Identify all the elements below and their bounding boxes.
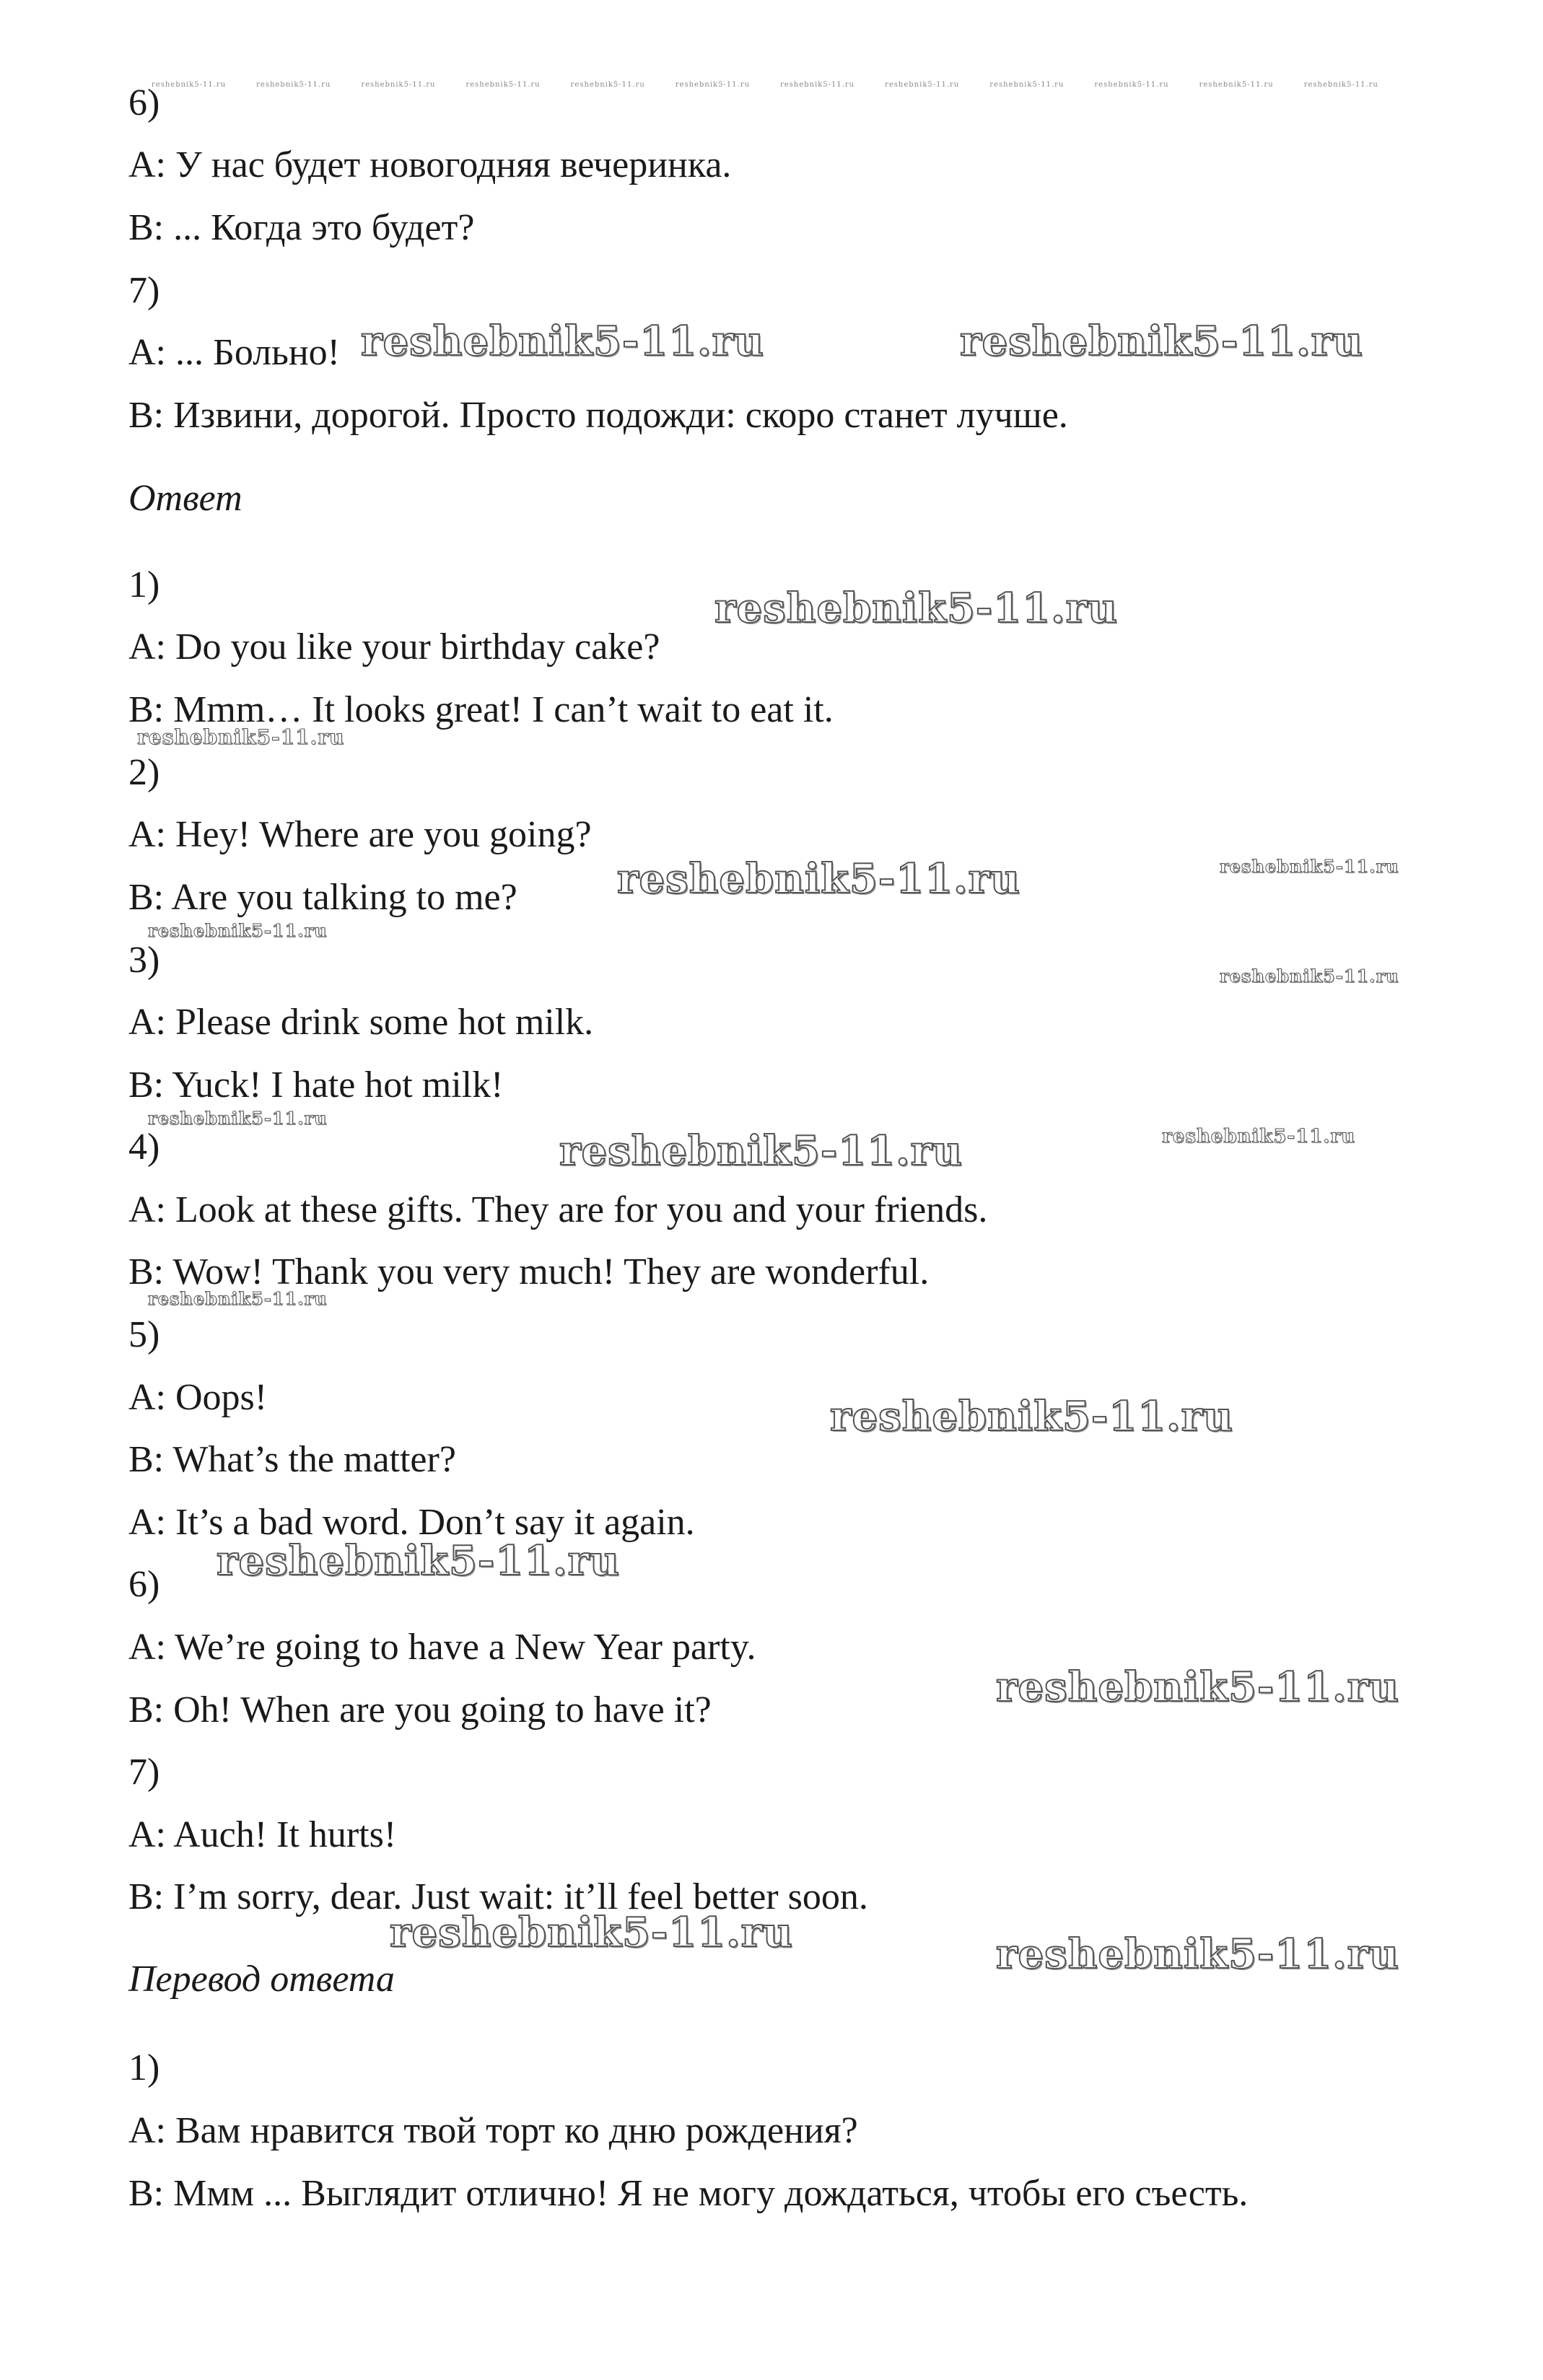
translation-heading: Перевод ответа — [128, 1959, 395, 2000]
item-number: 6) — [128, 1564, 160, 1605]
watermark: reshebnik5-11.ru — [148, 1108, 328, 1129]
watermark: reshebnik5-11.ru — [830, 1393, 1233, 1440]
item-number: 7) — [128, 1751, 160, 1793]
dialogue-line: B: Yuck! I hate hot milk! — [128, 1064, 504, 1106]
watermark: reshebnik5-11.ru — [148, 1288, 328, 1309]
dialogue-line: A: Look at these gifts. They are for you and your friends. — [128, 1189, 988, 1230]
watermark: reshebnik5-11.ru — [1094, 81, 1169, 89]
answer-heading: Ответ — [128, 478, 242, 519]
dialogue-line: B: Извини, дорогой. Просто подожди: скоро станет лучше. — [128, 395, 1068, 436]
dialogue-line: A: It’s a bad word. Don’t say it again. — [128, 1502, 695, 1543]
watermark: reshebnik5-11.ru — [217, 1537, 620, 1585]
dialogue-line: B: Wow! Thank you very much! They are wonderful. — [128, 1251, 930, 1292]
watermark: reshebnik5-11.ru — [989, 81, 1065, 89]
item-number: 7) — [128, 270, 160, 311]
item-number: 3) — [128, 940, 160, 981]
watermark: reshebnik5-11.ru — [1199, 81, 1274, 89]
watermark: reshebnik5-11.ru — [714, 585, 1118, 632]
dialogue-line: A: Oops! — [128, 1377, 268, 1418]
watermark: reshebnik5-11.ru — [361, 318, 764, 365]
dialogue-line: A: Hey! Where are you going? — [128, 814, 592, 855]
watermark: reshebnik5-11.ru — [559, 1127, 963, 1175]
dialogue-line: A: ... Больно! — [128, 332, 340, 373]
watermark: reshebnik5-11.ru — [390, 1909, 793, 1956]
dialogue-line: A: У нас будет новогодняя вечеринка. — [128, 144, 732, 185]
watermark: reshebnik5-11.ru — [148, 920, 328, 941]
dialogue-line: A: Please drink some hot milk. — [128, 1002, 594, 1043]
dialogue-line: B: What’s the matter? — [128, 1439, 456, 1480]
dialogue-line: B: Are you talking to me? — [128, 877, 517, 918]
watermark: reshebnik5-11.ru — [137, 725, 345, 749]
dialogue-line: A: Вам нравится твой торт ко дню рождения? — [128, 2110, 858, 2151]
dialogue-line: B: Mmm… It looks great! I can’t wait to eat it. — [128, 689, 834, 730]
dialogue-line: B: Oh! When are you going to have it? — [128, 1689, 712, 1731]
watermark: reshebnik5-11.ru — [675, 81, 750, 89]
watermark: reshebnik5-11.ru — [617, 855, 1020, 903]
item-number: 1) — [128, 564, 160, 605]
top-watermark-row — [152, 81, 1378, 89]
watermark: reshebnik5-11.ru — [779, 81, 855, 89]
item-number: 6) — [128, 82, 160, 123]
watermark: reshebnik5-11.ru — [152, 81, 227, 89]
dialogue-line: A: Do you like your birthday cake? — [128, 626, 660, 668]
item-number: 1) — [128, 2047, 160, 2088]
watermark: reshebnik5-11.ru — [1162, 1126, 1356, 1147]
watermark: reshebnik5-11.ru — [570, 81, 645, 89]
watermark: reshebnik5-11.ru — [885, 81, 960, 89]
item-number: 5) — [128, 1314, 160, 1355]
watermark: reshebnik5-11.ru — [996, 1930, 1399, 1978]
watermark: reshebnik5-11.ru — [1303, 81, 1378, 89]
watermark: reshebnik5-11.ru — [361, 81, 436, 89]
dialogue-line: B: I’m sorry, dear. Just wait: it’ll feel better soon. — [128, 1876, 868, 1917]
item-number: 4) — [128, 1126, 160, 1168]
watermark: reshebnik5-11.ru — [996, 1663, 1399, 1711]
dialogue-line: B: ... Когда это будет? — [128, 207, 475, 248]
dialogue-line: B: Ммм ... Выглядит отлично! Я не могу дождаться, чтобы его съесть. — [128, 2173, 1249, 2214]
watermark: reshebnik5-11.ru — [1220, 856, 1399, 877]
watermark: reshebnik5-11.ru — [960, 318, 1363, 365]
dialogue-line: A: We’re going to have a New Year party. — [128, 1627, 756, 1668]
watermark: reshebnik5-11.ru — [256, 81, 331, 89]
watermark: reshebnik5-11.ru — [1220, 966, 1399, 986]
watermark: reshebnik5-11.ru — [465, 81, 541, 89]
dialogue-line: A: Auch! It hurts! — [128, 1814, 397, 1855]
item-number: 2) — [128, 752, 160, 793]
